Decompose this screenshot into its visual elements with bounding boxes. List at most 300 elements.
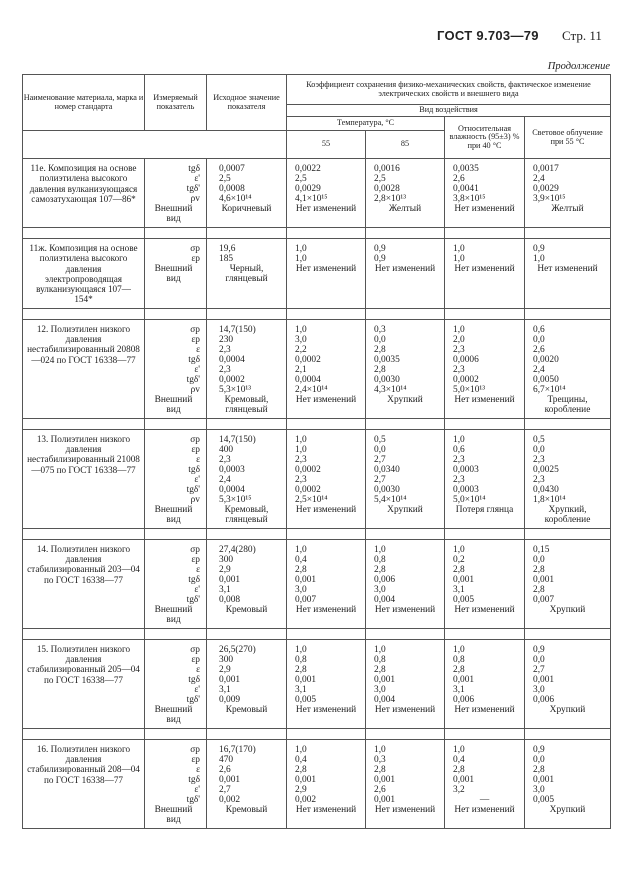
cell-value: 1,0 bbox=[295, 544, 307, 555]
cell-value: 14,7(150) bbox=[219, 434, 256, 445]
cell-value: 5,0×10¹⁴ bbox=[453, 494, 486, 505]
cell-value: 2,3 bbox=[533, 474, 545, 485]
cell-value: 0,0002 bbox=[295, 354, 321, 365]
light-cell bbox=[525, 429, 611, 528]
light-cell bbox=[525, 159, 611, 228]
cell-value: Черный, глянцевый bbox=[225, 264, 268, 284]
cell-value: ε bbox=[196, 454, 200, 465]
cell-value: 0,007 bbox=[295, 594, 317, 605]
cell-value: 2,3 bbox=[453, 364, 465, 375]
cell-value: 0,0030 bbox=[374, 484, 400, 495]
table-row bbox=[23, 319, 611, 418]
cell-value: 0,0016 bbox=[374, 164, 400, 174]
material-name: 16. Полиэтилен низкого давления стабилизированный 208—04 по ГОСТ 16338—77 bbox=[23, 739, 145, 828]
humidity-cell bbox=[445, 639, 525, 728]
initial-value-cell bbox=[207, 639, 287, 728]
cell-value: Нет изменений bbox=[537, 264, 598, 274]
cell-value: 0,006 bbox=[374, 574, 396, 585]
cell-value: Кремовый, глянцевый bbox=[224, 504, 269, 525]
cell-value: 2,4 bbox=[533, 174, 545, 184]
cell-value: 3,8×10¹⁵ bbox=[453, 194, 486, 204]
cell-value: 0,0 bbox=[533, 444, 545, 455]
temp-85-cell bbox=[366, 539, 445, 628]
cell-value: 0,0004 bbox=[219, 484, 245, 495]
cell-value: Нет изменений bbox=[295, 204, 357, 214]
row-spacer bbox=[23, 628, 611, 639]
cell-value: 0,0028 bbox=[374, 184, 400, 194]
cell-value: 1,0 bbox=[374, 644, 386, 655]
row-spacer bbox=[23, 528, 611, 539]
cell-value: 6,7×10¹⁴ bbox=[533, 384, 566, 395]
cell-value: 0,001 bbox=[533, 774, 555, 785]
temp-85-cell bbox=[366, 159, 445, 228]
cell-value: 1,0 bbox=[295, 244, 307, 254]
cell-value: Внешний вид bbox=[154, 264, 193, 284]
cell-value: 3,1 bbox=[453, 684, 465, 695]
header-exposure-type: Вид воздействия bbox=[287, 105, 611, 117]
header-light: Световое облучение при 55 °С bbox=[525, 117, 611, 159]
cell-value: tgδ' bbox=[186, 594, 200, 605]
cell-value: tgδ bbox=[188, 354, 200, 365]
cell-value: 5,3×10¹⁵ bbox=[219, 494, 252, 505]
cell-value: 3,1 bbox=[219, 584, 231, 595]
cell-value: 0,3 bbox=[374, 754, 386, 765]
cell-value: 0,001 bbox=[533, 674, 555, 685]
cell-value: Внешний вид bbox=[154, 704, 193, 725]
cell-value: 2,7 bbox=[533, 664, 545, 675]
cell-value: 3,1 bbox=[295, 684, 307, 695]
cell-value: 2,3 bbox=[453, 454, 465, 465]
cell-value: 0,0 bbox=[533, 334, 545, 345]
cell-value: 0,0 bbox=[533, 754, 545, 765]
cell-value: 0,001 bbox=[374, 674, 396, 685]
cell-value: 3,0 bbox=[295, 334, 307, 345]
cell-value: 0,008 bbox=[219, 594, 241, 605]
cell-value: 2,8 bbox=[374, 664, 386, 675]
temp-85-cell bbox=[366, 429, 445, 528]
cell-value: 3,0 bbox=[374, 684, 386, 695]
temp-55-cell bbox=[287, 239, 366, 309]
cell-value: tgδ bbox=[188, 674, 200, 685]
cell-value: 0,0008 bbox=[219, 184, 245, 194]
cell-value: 2,3 bbox=[453, 474, 465, 485]
table-row bbox=[23, 159, 611, 228]
cell-value: Нет изменений bbox=[454, 394, 515, 405]
temp-55-cell bbox=[287, 159, 366, 228]
cell-value: 0,8 bbox=[453, 654, 465, 665]
page-header bbox=[0, 0, 634, 56]
cell-value: 2,8 bbox=[374, 344, 386, 355]
material-name: 15. Полиэтилен низкого давления стабилизированный 205—04 по ГОСТ 16338—77 bbox=[23, 639, 145, 728]
material-name: 13. Полиэтилен низкого давления нестабилизированный 21008—075 по ГОСТ 16338—77 bbox=[23, 429, 145, 528]
indicator-cell bbox=[145, 739, 207, 828]
cell-value: 3,1 bbox=[219, 684, 231, 695]
cell-value: 0,001 bbox=[453, 674, 475, 685]
cell-value: ε' bbox=[194, 684, 200, 695]
cell-value: tgδ' bbox=[186, 374, 200, 385]
initial-value-cell bbox=[207, 159, 287, 228]
table-row bbox=[23, 429, 611, 528]
cell-value: 2,3 bbox=[295, 474, 307, 485]
cell-value: 2,1 bbox=[295, 364, 307, 375]
cell-value: 0,002 bbox=[219, 794, 241, 805]
cell-value: 2,5×10¹⁴ bbox=[295, 494, 328, 505]
cell-value: 2,4 bbox=[219, 474, 231, 485]
material-name: 11е. Композиция на основе полиэтилена высокого давления вулканизующаяся самозатухающая 107—86* bbox=[23, 159, 145, 228]
cell-value: ρv bbox=[190, 194, 200, 204]
humidity-cell bbox=[445, 539, 525, 628]
cell-value: 0,001 bbox=[295, 574, 317, 585]
row-spacer bbox=[23, 308, 611, 319]
table-body bbox=[23, 159, 611, 829]
cell-value: 0,0022 bbox=[295, 164, 321, 174]
cell-value: 1,0 bbox=[295, 254, 307, 264]
cell-value: Кремовый, глянцевый bbox=[224, 394, 269, 415]
cell-value: 2,6 bbox=[533, 344, 545, 355]
indicator-cell bbox=[145, 539, 207, 628]
cell-value: 300 bbox=[219, 554, 234, 565]
cell-value: Внешний вид bbox=[154, 804, 193, 825]
cell-value: — bbox=[479, 794, 490, 805]
temp-85-cell bbox=[366, 639, 445, 728]
cell-value: 3,0 bbox=[533, 784, 545, 795]
cell-value: Желтый bbox=[551, 204, 584, 214]
table-row bbox=[23, 539, 611, 628]
cell-value: Внешний вид bbox=[154, 604, 193, 625]
cell-value: 0,005 bbox=[533, 794, 555, 805]
initial-value-cell bbox=[207, 739, 287, 828]
cell-value: εр bbox=[191, 554, 200, 565]
cell-value: ε bbox=[196, 564, 200, 575]
cell-value: 0,0 bbox=[374, 334, 386, 345]
cell-value: εр bbox=[191, 254, 200, 264]
cell-value: 0,8 bbox=[374, 654, 386, 665]
cell-value: 2,3 bbox=[219, 454, 231, 465]
cell-value: 2,9 bbox=[219, 664, 231, 675]
cell-value: Коричневый bbox=[221, 204, 272, 214]
cell-value: 26,5(270) bbox=[219, 644, 256, 655]
cell-value: 0,006 bbox=[453, 694, 475, 705]
standard-number: ГОСТ 9.703—79 bbox=[437, 28, 539, 43]
cell-value: σр bbox=[190, 324, 200, 335]
continuation-label: Продолжение bbox=[547, 61, 610, 72]
cell-value: 0,0029 bbox=[295, 184, 321, 194]
cell-value: 2,6 bbox=[219, 764, 231, 775]
cell-value: 1,0 bbox=[374, 544, 386, 555]
cell-value: 1,0 bbox=[295, 444, 307, 455]
cell-value: Нет изменений bbox=[454, 204, 515, 214]
cell-value: 5,0×10¹³ bbox=[453, 384, 486, 395]
cell-value: Хрупкий bbox=[387, 394, 423, 405]
cell-value: 0,0003 bbox=[453, 484, 479, 495]
cell-value: 14,7(150) bbox=[219, 324, 256, 335]
cell-value: Хрупкий bbox=[387, 504, 423, 515]
cell-value: 0,0025 bbox=[533, 464, 559, 475]
cell-value: tgδ bbox=[188, 574, 200, 585]
cell-value: εр bbox=[191, 654, 200, 665]
cell-value: Нет изменений bbox=[454, 604, 515, 615]
cell-value: tgδ' bbox=[186, 694, 200, 705]
cell-value: 16,7(170) bbox=[219, 744, 256, 755]
cell-value: 2,6 bbox=[453, 174, 465, 184]
cell-value: 0,2 bbox=[453, 554, 465, 565]
cell-value: 0,4 bbox=[295, 754, 307, 765]
cell-value: Кремовый bbox=[225, 804, 268, 815]
cell-value: 0,0007 bbox=[219, 164, 245, 174]
cell-value: 2,8 bbox=[533, 564, 545, 575]
cell-value: 0,001 bbox=[374, 774, 396, 785]
cell-value: σр bbox=[190, 644, 200, 655]
cell-value: ε' bbox=[194, 584, 200, 595]
cell-value: 3,0 bbox=[374, 584, 386, 595]
cell-value: 2,7 bbox=[219, 784, 231, 795]
cell-value: 2,8 bbox=[374, 764, 386, 775]
header-indicator: Измеряемый показатель bbox=[145, 75, 207, 131]
temp-85-cell bbox=[366, 319, 445, 418]
cell-value: 0,004 bbox=[374, 694, 396, 705]
cell-value: 2,8 bbox=[533, 764, 545, 775]
cell-value: ε bbox=[196, 764, 200, 775]
material-name: 14. Полиэтилен низкого давления стабилизированный 203—04 по ГОСТ 16338—77 bbox=[23, 539, 145, 628]
cell-value: 0,8 bbox=[374, 554, 386, 565]
cell-value: Хрупкий bbox=[549, 704, 586, 715]
cell-value: 5,3×10¹³ bbox=[219, 384, 252, 395]
cell-value: 0,006 bbox=[533, 694, 555, 705]
cell-value: 0,0 bbox=[533, 654, 545, 665]
row-spacer bbox=[23, 728, 611, 739]
cell-value: 0,001 bbox=[453, 574, 475, 585]
cell-value: 0,0 bbox=[533, 554, 545, 565]
cell-value: 0,9 bbox=[533, 244, 545, 254]
cell-value: 1,0 bbox=[453, 434, 465, 445]
cell-value: 0,6 bbox=[533, 324, 545, 335]
cell-value: 1,0 bbox=[453, 254, 465, 264]
cell-value: 0,4 bbox=[295, 554, 307, 565]
initial-value-cell bbox=[207, 239, 287, 309]
cell-value: 1,0 bbox=[295, 434, 307, 445]
cell-value: 0,0020 bbox=[533, 354, 559, 365]
indicator-cell bbox=[145, 319, 207, 418]
cell-value: 0,9 bbox=[374, 254, 386, 264]
cell-value: Нет изменений bbox=[374, 804, 436, 815]
cell-value: 0,004 bbox=[374, 594, 396, 605]
cell-value: 2,9 bbox=[295, 784, 307, 795]
cell-value: 0,0430 bbox=[533, 484, 559, 495]
cell-value: Нет изменений bbox=[374, 264, 436, 274]
cell-value: 470 bbox=[219, 754, 234, 765]
cell-value: Нет изменений bbox=[454, 704, 515, 715]
cell-value: 2,3 bbox=[453, 344, 465, 355]
header-spacer bbox=[23, 131, 287, 159]
cell-value: 2,8 bbox=[374, 364, 386, 375]
light-cell bbox=[525, 319, 611, 418]
cell-value: 0,9 bbox=[374, 244, 386, 254]
cell-value: 4,6×10¹⁴ bbox=[219, 194, 252, 204]
cell-value: 1,0 bbox=[295, 644, 307, 655]
cell-value: 0,001 bbox=[295, 774, 317, 785]
cell-value: 2,7 bbox=[374, 474, 386, 485]
cell-value: 0,001 bbox=[533, 574, 555, 585]
cell-value: ε bbox=[196, 664, 200, 675]
cell-value: 2,3 bbox=[295, 454, 307, 465]
cell-value: tgδ' bbox=[186, 184, 200, 194]
cell-value: Внешний вид bbox=[154, 394, 193, 415]
cell-value: 3,9×10¹⁵ bbox=[533, 194, 566, 204]
cell-value: 1,0 bbox=[453, 544, 465, 555]
cell-value: Нет изменений bbox=[454, 264, 515, 274]
cell-value: 2,3 bbox=[219, 364, 231, 375]
cell-value: Внешний вид bbox=[154, 504, 193, 525]
indicator-cell bbox=[145, 429, 207, 528]
cell-value: 0,001 bbox=[453, 774, 475, 785]
indicator-cell bbox=[145, 159, 207, 228]
header-temp-85: 85 bbox=[366, 131, 445, 159]
cell-value: Трещины, коробление bbox=[544, 394, 591, 415]
cell-value: 0,005 bbox=[453, 594, 475, 605]
header-material: Наименование материала, марка и номер стандарта bbox=[23, 75, 145, 131]
header-temperature: Температура, °С bbox=[287, 117, 445, 131]
table-row bbox=[23, 239, 611, 309]
cell-value: 0,001 bbox=[219, 774, 241, 785]
cell-value: εр bbox=[191, 754, 200, 765]
cell-value: 2,6 bbox=[374, 784, 386, 795]
cell-value: 2,3 bbox=[219, 344, 231, 355]
cell-value: tgδ bbox=[188, 164, 200, 174]
cell-value: 2,4 bbox=[533, 364, 545, 375]
cell-value: ε' bbox=[194, 364, 200, 375]
header-initial-value: Исходное значение показателя bbox=[207, 75, 287, 131]
cell-value: 0,002 bbox=[295, 794, 317, 805]
cell-value: 0,0002 bbox=[453, 374, 479, 385]
temp-55-cell bbox=[287, 429, 366, 528]
cell-value: 2,8×10¹³ bbox=[374, 194, 407, 204]
cell-value: 1,0 bbox=[453, 644, 465, 655]
cell-value: 1,0 bbox=[453, 244, 465, 254]
cell-value: Внешний вид bbox=[154, 204, 193, 224]
cell-value: 0,5 bbox=[374, 434, 386, 445]
cell-value: 2,4×10¹⁴ bbox=[295, 384, 328, 395]
cell-value: 0,001 bbox=[219, 574, 241, 585]
initial-value-cell bbox=[207, 319, 287, 418]
table-row bbox=[23, 639, 611, 728]
cell-value: 2,8 bbox=[453, 564, 465, 575]
cell-value: Нет изменений bbox=[295, 604, 357, 615]
cell-value: 0,009 bbox=[219, 694, 241, 705]
row-spacer bbox=[23, 228, 611, 239]
cell-value: Желтый bbox=[388, 204, 422, 214]
cell-value: 2,8 bbox=[533, 584, 545, 595]
cell-value: 2,5 bbox=[374, 174, 386, 184]
temp-55-cell bbox=[287, 639, 366, 728]
cell-value: 0,0017 bbox=[533, 164, 559, 174]
humidity-cell bbox=[445, 239, 525, 309]
light-cell bbox=[525, 739, 611, 828]
cell-value: 0,0004 bbox=[219, 354, 245, 365]
cell-value: 0,0002 bbox=[295, 464, 321, 475]
cell-value: 27,4(280) bbox=[219, 544, 256, 555]
cell-value: ε' bbox=[194, 174, 200, 184]
humidity-cell bbox=[445, 159, 525, 228]
table-header bbox=[23, 75, 611, 159]
cell-value: 1,0 bbox=[295, 744, 307, 755]
cell-value: 0,9 bbox=[533, 744, 545, 755]
cell-value: 0,0050 bbox=[533, 374, 559, 385]
initial-value-cell bbox=[207, 539, 287, 628]
cell-value: 2,5 bbox=[295, 174, 307, 184]
cell-value: tgδ' bbox=[186, 484, 200, 495]
cell-value: 1,0 bbox=[453, 744, 465, 755]
cell-value: 0,001 bbox=[374, 794, 396, 805]
cell-value: 4,3×10¹⁴ bbox=[374, 384, 407, 395]
cell-value: 1,0 bbox=[533, 254, 545, 264]
temp-85-cell bbox=[366, 239, 445, 309]
cell-value: 230 bbox=[219, 334, 234, 345]
cell-value: 185 bbox=[219, 254, 234, 264]
cell-value: 0,0004 bbox=[295, 374, 321, 385]
cell-value: 300 bbox=[219, 654, 234, 665]
cell-value: 2,8 bbox=[295, 764, 307, 775]
cell-value: 2,8 bbox=[453, 664, 465, 675]
cell-value: Нет изменений bbox=[374, 704, 436, 715]
cell-value: Кремовый bbox=[225, 604, 268, 615]
cell-value: tgδ' bbox=[186, 794, 200, 805]
cell-value: Кремовый bbox=[225, 704, 268, 715]
cell-value: tgδ bbox=[188, 774, 200, 785]
cell-value: 2,7 bbox=[374, 454, 386, 465]
cell-value: 3,0 bbox=[295, 584, 307, 595]
cell-value: ε' bbox=[194, 474, 200, 485]
cell-value: ε' bbox=[194, 784, 200, 795]
cell-value: 0,007 bbox=[533, 594, 555, 605]
cell-value: εр bbox=[191, 444, 200, 455]
cell-value: 0,0003 bbox=[219, 464, 245, 475]
header-humidity: Относительная влажность (95±3) % при 40 °С bbox=[445, 117, 525, 159]
cell-value: 0,0035 bbox=[453, 164, 479, 174]
indicator-cell bbox=[145, 639, 207, 728]
light-cell bbox=[525, 539, 611, 628]
cell-value: 0,15 bbox=[533, 544, 550, 555]
cell-value: 0,5 bbox=[533, 434, 545, 445]
cell-value: 0,0002 bbox=[295, 484, 321, 495]
cell-value: 0,0035 bbox=[374, 354, 400, 365]
cell-value: ρv bbox=[190, 494, 200, 505]
cell-value: 0,3 bbox=[374, 324, 386, 335]
cell-value: 4,1×10¹⁵ bbox=[295, 194, 328, 204]
header-coefficient: Коэффициент сохранения физико-механических свойств, фактическое изменение электрических свойств и внешнего вида bbox=[287, 75, 611, 105]
cell-value: 0,0006 bbox=[453, 354, 479, 365]
cell-value: Хрупкий bbox=[549, 604, 586, 615]
cell-value: 2,8 bbox=[295, 564, 307, 575]
cell-value: σр bbox=[190, 744, 200, 755]
cell-value: 0,0340 bbox=[374, 464, 400, 475]
cell-value: 0,0041 bbox=[453, 184, 479, 194]
table-row bbox=[23, 739, 611, 828]
properties-table bbox=[22, 74, 611, 829]
cell-value: tgδ bbox=[188, 464, 200, 475]
cell-value: 3,1 bbox=[453, 584, 465, 595]
cell-value: ε bbox=[196, 344, 200, 355]
row-spacer bbox=[23, 418, 611, 429]
cell-value: Потеря глянца bbox=[455, 504, 514, 515]
material-name: 12. Полиэтилен низкого давления нестабилизированный 20808—024 по ГОСТ 16338—77 bbox=[23, 319, 145, 418]
cell-value: 5,4×10¹⁴ bbox=[374, 494, 407, 505]
cell-value: 0,0 bbox=[374, 444, 386, 455]
humidity-cell bbox=[445, 319, 525, 418]
cell-value: 400 bbox=[219, 444, 234, 455]
cell-value: 0,0029 bbox=[533, 184, 559, 194]
cell-value: 2,2 bbox=[295, 344, 307, 355]
cell-value: 1,0 bbox=[295, 324, 307, 335]
